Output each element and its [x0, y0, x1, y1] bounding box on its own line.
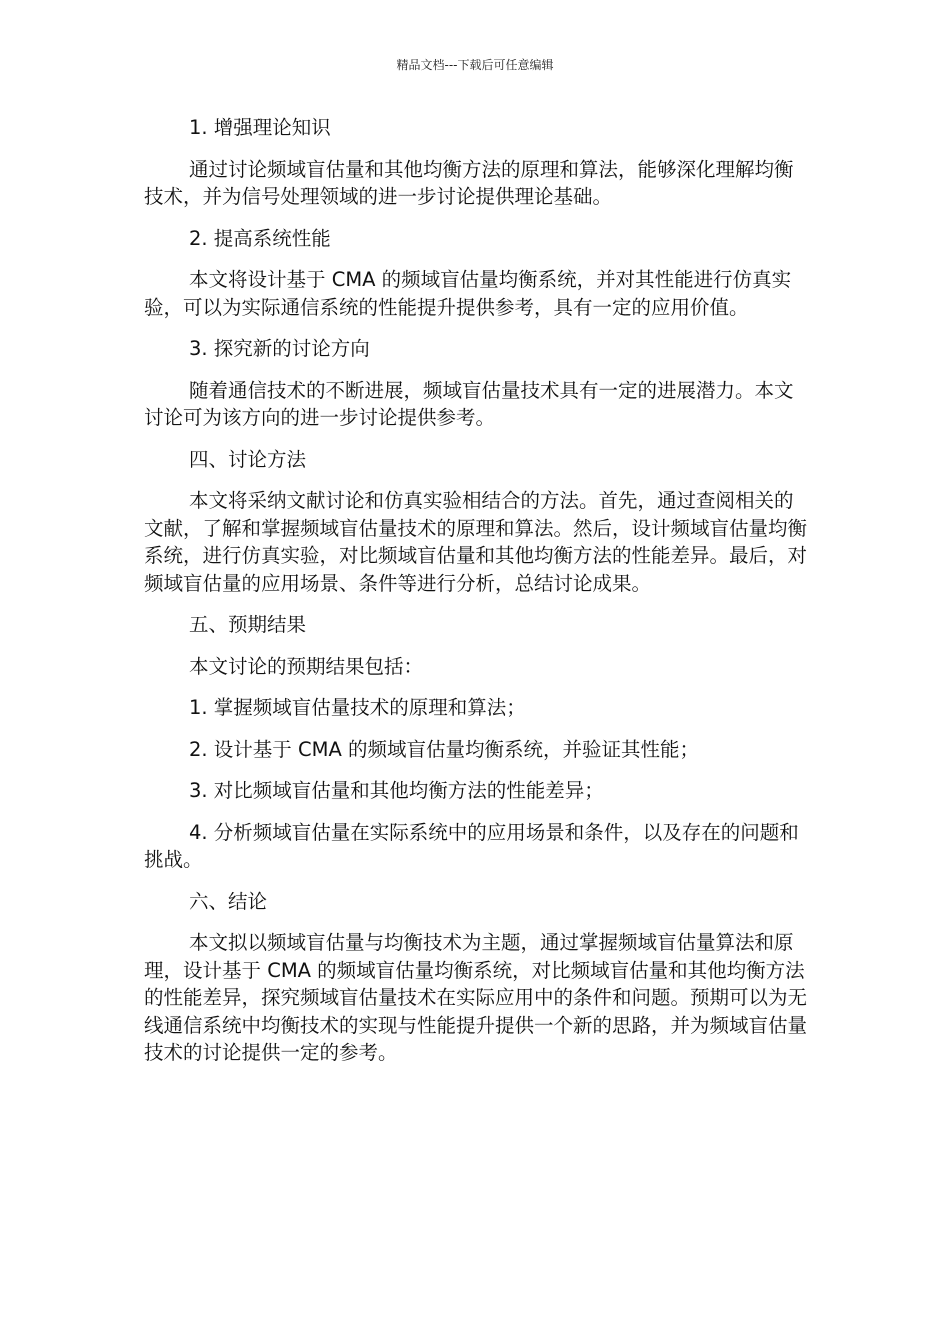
heading-2-performance: 2. 提高系统性能: [189, 226, 331, 250]
paragraph: 本文将采纳文献讨论和仿真实验相结合的方法。首先，通过查阅相关的文献，了解和掌握频域盲估量技术的原理和算法。然后，设计频域盲估量均衡系统，进行仿真实验，对比频域盲估量和其他均衡方法的性能差异。最后，对频域盲估量的应用场景、条件等进行分析，总结讨论成果。: [144, 489, 808, 595]
paragraph: 本文拟以频域盲估量与均衡技术为主题，通过掌握频域盲估量算法和原理，设计基于 CMA 的频域盲估量均衡系统，对比频域盲估量和其他均衡方法的性能差异，探究频域盲估量技术在实际应用中的条件和问题。预期可以为无线通信系统中均衡技术的实现与性能提升提供一个新的思路，并为频域盲估量技术的讨论提供一定的参考。: [144, 931, 808, 1064]
paragraph: 本文讨论的预期结果包括：: [189, 654, 424, 678]
paragraph: 本文将设计基于 CMA 的频域盲估量均衡系统，并对其性能进行仿真实验，可以为实际通信系统的性能提升提供参考，具有一定的应用价值。: [144, 268, 792, 319]
list-item: 3. 对比频域盲估量和其他均衡方法的性能差异；: [189, 779, 604, 802]
page-header: 精品文档---下载后可任意编辑: [396, 58, 554, 72]
section-heading-results: 五、预期结果: [189, 613, 307, 636]
section-heading-methods: 四、讨论方法: [189, 447, 307, 471]
list-item: 1. 掌握频域盲估量技术的原理和算法；: [189, 696, 526, 719]
document-body: [144, 114, 808, 1081]
heading-1-theory: 1. 增强理论知识: [189, 116, 331, 139]
heading-3-direction: 3. 探究新的讨论方向: [189, 337, 370, 360]
list-item: 4. 分析频域盲估量在实际系统中的应用场景和条件，以及存在的问题和挑战。: [144, 820, 799, 871]
list-item: 2. 设计基于 CMA 的频域盲估量均衡系统，并验证其性能；: [189, 737, 699, 761]
paragraph: 随着通信技术的不断进展，频域盲估量技术具有一定的进展潜力。本文讨论可为该方向的进一步讨论提供参考。: [144, 378, 794, 429]
section-heading-conclusion: 六、结论: [189, 889, 268, 913]
paragraph: 通过讨论频域盲估量和其他均衡方法的原理和算法，能够深化理解均衡技术，并为信号处理领域的进一步讨论提供理论基础。: [144, 157, 794, 208]
